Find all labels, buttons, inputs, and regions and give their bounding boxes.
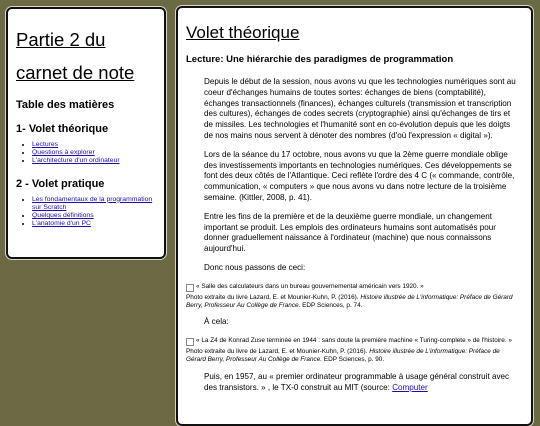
toc-link-definitions[interactable]: Quelques définitions [32,212,94,220]
image-alt-text: « Salle des calculateurs dans un bureau gouvernemental américain vers 1920. » [196,282,424,290]
figure-zuse-z4 [186,337,517,364]
paragraph-transition-1: Donc nous passons de ceci: [204,262,306,272]
paragraph-ww2: Lors de la séance du 17 octobre, nous avons vu que la 2ème guerre mondiale oblige des investissements importants en technologies numériques. Ces développements se font des deux côtés de l'Atlantique. Ceci reflète l'ordre des 4 C (« commande, contrôle, communication, « computers » que nous avons vu dans notre lecture de la troisième semaine. (Kittler, 2008, p. 41). [204,149,515,202]
list-item [32,212,156,220]
caption-book-title: Histoire illustrée de L'informatique: Préface de Gérard Berry, Professeur Au Collège de France. [186,348,500,363]
main-content-panel [176,6,533,426]
broken-image-z4 [186,337,517,346]
notebook-title-line2: carnet de note [16,62,135,83]
toc-heading: Table des matières [16,99,115,111]
toc-practice-list [16,196,156,229]
figure-caption [186,294,517,310]
list-item [32,196,156,212]
paragraph-intro: Depuis le début de la session, nous avons vu que les technologies numériques sont au coeur d'échanges humains de toutes sortes: échanges de biens (comptabilité), échanges transactionnels (finances), échanges culturels (transmission et transcription des cultures), échanges de codes secrets (cryptographie) ainsi qu'échanges de tirs et de missiles. Les technologies et l'humanité sont en co-évolution depuis que les doigts de nos mains nous servent à dénoter des nombres (d'où l'expression « digital »). [204,77,516,140]
article-body [186,77,517,393]
image-alt-text: « La Z4 de Konrad Zuse terminée en 1944 : sans doute la première machine « Turing-complete » de l'histoire. » [196,337,512,345]
toc-link-architecture[interactable]: L'architecture d'un ordinateur [32,157,120,165]
list-item [32,220,156,228]
caption-source: Photo extraite du livre Lazard, E. et Mounier-Kuhn, P. (2016). [186,293,361,301]
source-link-computer[interactable]: Computer [392,382,428,392]
toc-link-questions[interactable]: Questions à explorer [32,149,95,157]
toc-link-anatomy[interactable]: L'anatomie d'un PC [32,220,91,228]
toc-link-lectures[interactable]: Lectures [32,141,59,148]
figure-calculators [186,283,517,310]
broken-image-icon [186,338,194,346]
paragraph-transition-2: À cela: [204,317,229,327]
list-item [32,149,156,157]
sidebar-panel [6,7,166,259]
list-item [32,157,156,165]
caption-publisher: EDP Sciences, p. 90. [322,355,385,363]
toc-theory-list [16,141,156,166]
notebook-title-line1: Partie 2 du [16,29,106,50]
figure-caption [186,348,517,364]
caption-source: Photo extraite du livre de Lazard, E. et Mounier-Kuhn, P. (2016). [186,348,370,356]
paragraph-change: Entre les fins de la première et de la deuxième guerre mondiale, un changement important se produit. Les emplois des ordinateurs humains sont automatisés pour donner graduellement naissance à l'ordinateur (machine) que nous connaissons aujourd'hui. [204,211,496,254]
toc-link-scratch[interactable]: Les fondamentaux de la programmation sur Scratch [32,195,153,211]
broken-image-calculators [186,283,517,292]
caption-publisher: EDP Sciences, p. 74. [300,301,363,309]
toc-section-practice: 2 - Volet pratique [16,177,105,190]
paragraph-tx0-text: Puis, en 1957, au « premier ordinateur programmable à usage général construit avec des transistors. » , le TX-0 construit au MIT (source: [204,371,510,392]
caption-book-title: Histoire illustrée de L'informatique: Préface de Gérard Berry, Professeur Au Collège de France. [186,293,513,309]
page-title: Volet théorique [186,23,300,42]
toc-section-theory: 1- Volet théorique [16,123,109,135]
section-subtitle: Lecture: Une hiérarchie des paradigmes de programmation [186,54,454,65]
broken-image-icon [186,284,194,292]
list-item [32,141,156,149]
paragraph-tx0 [204,372,517,394]
